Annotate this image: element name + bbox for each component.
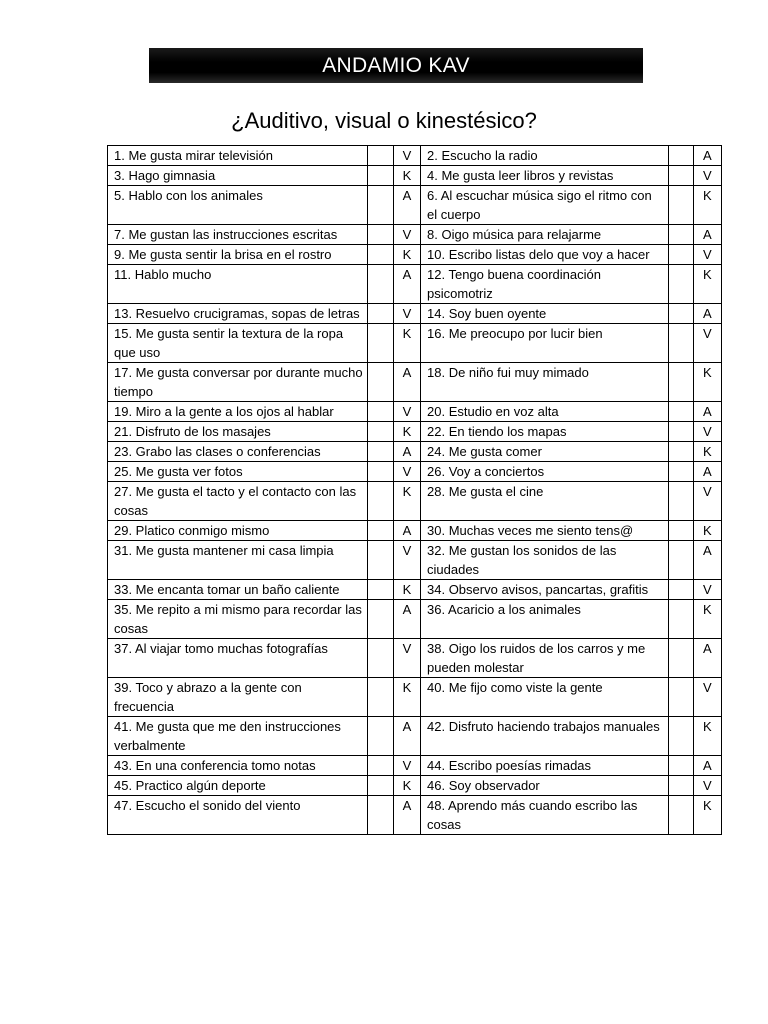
style-code: K — [693, 265, 721, 304]
style-code: A — [693, 541, 721, 580]
table-row — [108, 402, 722, 422]
answer-cell — [367, 304, 393, 324]
answer-cell — [668, 776, 693, 796]
answer-cell — [367, 678, 393, 717]
answer-cell — [367, 717, 393, 756]
style-code: K — [393, 678, 420, 717]
answer-cell — [668, 796, 693, 835]
question-text: 5. Hablo con los animales — [108, 186, 368, 225]
question-text: 1. Me gusta mirar televisión — [108, 146, 368, 166]
table-row — [108, 541, 722, 580]
answer-cell — [367, 541, 393, 580]
style-code: K — [393, 422, 420, 442]
question-text: 6. Al escuchar música sigo el ritmo con el cuerpo — [421, 186, 669, 225]
style-code: V — [393, 146, 420, 166]
style-code: K — [693, 363, 721, 402]
subtitle: ¿Auditivo, visual o kinestésico? — [231, 108, 537, 133]
table-row — [108, 796, 722, 835]
question-text: 39. Toco y abrazo a la gente con frecuencia — [108, 678, 368, 717]
answer-cell — [668, 166, 693, 186]
table-row — [108, 678, 722, 717]
answer-cell — [367, 324, 393, 363]
question-text: 27. Me gusta el tacto y el contacto con las cosas — [108, 482, 368, 521]
answer-cell — [668, 422, 693, 442]
answer-cell — [668, 521, 693, 541]
style-code: V — [693, 482, 721, 521]
question-text: 35. Me repito a mi mismo para recordar las cosas — [108, 600, 368, 639]
question-text: 43. En una conferencia tomo notas — [108, 756, 368, 776]
style-code: A — [393, 600, 420, 639]
question-text: 19. Miro a la gente a los ojos al hablar — [108, 402, 368, 422]
questionnaire-table — [107, 145, 722, 835]
question-text: 14. Soy buen oyente — [421, 304, 669, 324]
table-row — [108, 225, 722, 245]
table-row — [108, 146, 722, 166]
question-text: 33. Me encanta tomar un baño caliente — [108, 580, 368, 600]
answer-cell — [668, 717, 693, 756]
answer-cell — [367, 186, 393, 225]
style-code: A — [393, 717, 420, 756]
answer-cell — [668, 462, 693, 482]
answer-cell — [668, 756, 693, 776]
question-text: 21. Disfruto de los masajes — [108, 422, 368, 442]
answer-cell — [668, 580, 693, 600]
table-row — [108, 363, 722, 402]
question-text: 42. Disfruto haciendo trabajos manuales — [421, 717, 669, 756]
question-text: 44. Escribo poesías rimadas — [421, 756, 669, 776]
table-row — [108, 521, 722, 541]
answer-cell — [367, 166, 393, 186]
question-text: 38. Oigo los ruidos de los carros y me pueden molestar — [421, 639, 669, 678]
question-text: 12. Tengo buena coordinación psicomotriz — [421, 265, 669, 304]
style-code: V — [693, 324, 721, 363]
table-row — [108, 776, 722, 796]
style-code: V — [693, 776, 721, 796]
style-code: A — [693, 756, 721, 776]
answer-cell — [668, 265, 693, 304]
table-row — [108, 580, 722, 600]
answer-cell — [668, 678, 693, 717]
style-code: A — [393, 442, 420, 462]
question-text: 45. Practico algún deporte — [108, 776, 368, 796]
style-code: V — [693, 166, 721, 186]
table-row — [108, 265, 722, 304]
question-text: 17. Me gusta conversar por durante mucho tiempo — [108, 363, 368, 402]
table-row — [108, 482, 722, 521]
question-text: 23. Grabo las clases o conferencias — [108, 442, 368, 462]
answer-cell — [668, 363, 693, 402]
style-code: A — [393, 186, 420, 225]
table-row — [108, 717, 722, 756]
answer-cell — [367, 363, 393, 402]
question-text: 11. Hablo mucho — [108, 265, 368, 304]
answer-cell — [367, 462, 393, 482]
question-text: 9. Me gusta sentir la brisa en el rostro — [108, 245, 368, 265]
table-row — [108, 324, 722, 363]
question-text: 24. Me gusta comer — [421, 442, 669, 462]
style-code: K — [393, 580, 420, 600]
style-code: K — [393, 482, 420, 521]
answer-cell — [367, 796, 393, 835]
table-row — [108, 462, 722, 482]
table-row — [108, 422, 722, 442]
question-text: 28. Me gusta el cine — [421, 482, 669, 521]
question-text: 29. Platico conmigo mismo — [108, 521, 368, 541]
answer-cell — [367, 756, 393, 776]
answer-cell — [668, 442, 693, 462]
style-code: A — [693, 225, 721, 245]
answer-cell — [367, 482, 393, 521]
table-row — [108, 245, 722, 265]
question-text: 31. Me gusta mantener mi casa limpia — [108, 541, 368, 580]
question-text: 13. Resuelvo crucigramas, sopas de letras — [108, 304, 368, 324]
style-code: K — [393, 324, 420, 363]
style-code: V — [393, 639, 420, 678]
question-text: 18. De niño fui muy mimado — [421, 363, 669, 402]
answer-cell — [668, 639, 693, 678]
style-code: A — [393, 363, 420, 402]
answer-cell — [668, 482, 693, 521]
title-banner — [149, 48, 643, 83]
style-code: V — [693, 678, 721, 717]
style-code: A — [393, 521, 420, 541]
style-code: K — [393, 776, 420, 796]
answer-cell — [668, 245, 693, 265]
style-code: K — [693, 186, 721, 225]
style-code: A — [693, 462, 721, 482]
question-text: 32. Me gustan los sonidos de las ciudades — [421, 541, 669, 580]
question-text: 47. Escucho el sonido del viento — [108, 796, 368, 835]
question-text: 15. Me gusta sentir la textura de la ropa que uso — [108, 324, 368, 363]
answer-cell — [367, 146, 393, 166]
style-code: A — [393, 265, 420, 304]
answer-cell — [367, 402, 393, 422]
style-code: K — [693, 521, 721, 541]
table-row — [108, 186, 722, 225]
style-code: V — [393, 756, 420, 776]
question-text: 25. Me gusta ver fotos — [108, 462, 368, 482]
answer-cell — [367, 521, 393, 541]
question-text: 10. Escribo listas delo que voy a hacer — [421, 245, 669, 265]
style-code: K — [393, 245, 420, 265]
question-text: 48. Aprendo más cuando escribo las cosas — [421, 796, 669, 835]
style-code: A — [393, 796, 420, 835]
style-code: K — [393, 166, 420, 186]
question-text: 8. Oigo música para relajarme — [421, 225, 669, 245]
style-code: V — [393, 541, 420, 580]
question-text: 2. Escucho la radio — [421, 146, 669, 166]
style-code: V — [393, 304, 420, 324]
style-code: K — [693, 796, 721, 835]
answer-cell — [367, 580, 393, 600]
style-code: V — [393, 402, 420, 422]
style-code: V — [693, 245, 721, 265]
style-code: A — [693, 639, 721, 678]
answer-cell — [367, 639, 393, 678]
answer-cell — [668, 225, 693, 245]
style-code: K — [693, 600, 721, 639]
style-code: V — [393, 462, 420, 482]
question-text: 46. Soy observador — [421, 776, 669, 796]
page-title: ANDAMIO KAV — [322, 53, 470, 77]
table-row — [108, 304, 722, 324]
answer-cell — [668, 324, 693, 363]
question-text: 37. Al viajar tomo muchas fotografías — [108, 639, 368, 678]
style-code: V — [693, 422, 721, 442]
question-text: 40. Me fijo como viste la gente — [421, 678, 669, 717]
style-code: A — [693, 402, 721, 422]
question-text: 41. Me gusta que me den instrucciones verbalmente — [108, 717, 368, 756]
table-row — [108, 442, 722, 462]
question-text: 26. Voy a conciertos — [421, 462, 669, 482]
answer-cell — [367, 225, 393, 245]
question-text: 3. Hago gimnasia — [108, 166, 368, 186]
answer-cell — [668, 146, 693, 166]
answer-cell — [668, 541, 693, 580]
answer-cell — [367, 422, 393, 442]
answer-cell — [367, 245, 393, 265]
style-code: V — [693, 580, 721, 600]
question-text: 30. Muchas veces me siento tens@ — [421, 521, 669, 541]
question-text: 34. Observo avisos, pancartas, grafitis — [421, 580, 669, 600]
answer-cell — [367, 265, 393, 304]
table-row — [108, 756, 722, 776]
answer-cell — [367, 776, 393, 796]
question-text: 4. Me gusta leer libros y revistas — [421, 166, 669, 186]
answer-cell — [367, 600, 393, 639]
answer-cell — [668, 600, 693, 639]
answer-cell — [668, 304, 693, 324]
table-row — [108, 639, 722, 678]
question-text: 7. Me gustan las instrucciones escritas — [108, 225, 368, 245]
style-code: V — [393, 225, 420, 245]
style-code: K — [693, 717, 721, 756]
question-text: 36. Acaricio a los animales — [421, 600, 669, 639]
style-code: A — [693, 304, 721, 324]
table-row — [108, 166, 722, 186]
style-code: K — [693, 442, 721, 462]
question-text: 16. Me preocupo por lucir bien — [421, 324, 669, 363]
question-text: 22. En tiendo los mapas — [421, 422, 669, 442]
answer-cell — [668, 402, 693, 422]
answer-cell — [367, 442, 393, 462]
question-text: 20. Estudio en voz alta — [421, 402, 669, 422]
answer-cell — [668, 186, 693, 225]
style-code: A — [693, 146, 721, 166]
table-row — [108, 600, 722, 639]
